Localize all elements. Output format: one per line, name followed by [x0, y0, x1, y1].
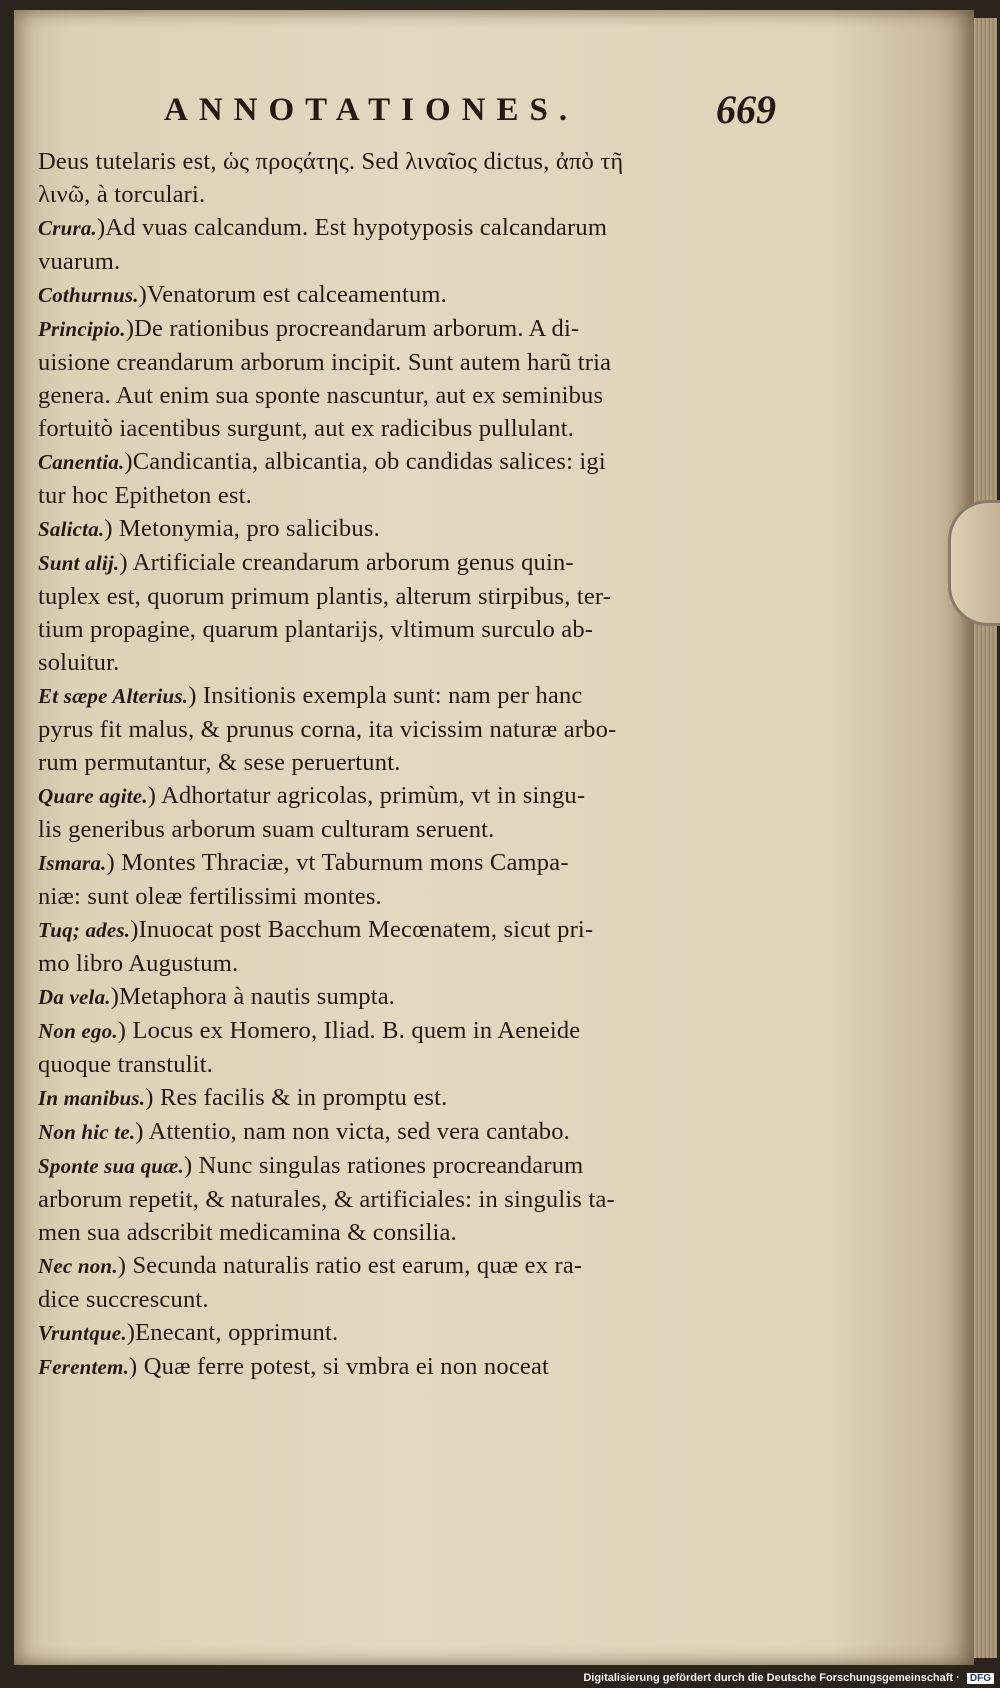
- line-text: men sua adscribit medicamina & consilia.: [38, 1219, 457, 1246]
- text-line: [38, 746, 778, 779]
- lemma: In manibus.: [38, 1086, 146, 1110]
- text-line: [38, 613, 778, 646]
- lemma: Canentia.: [38, 450, 125, 474]
- line-text: ) Res facilis & in promptu est.: [145, 1084, 448, 1111]
- lemma: Cothurnus.: [38, 283, 139, 307]
- line-text: ) Nunc singulas rationes procreandarum: [183, 1152, 584, 1179]
- line-text: λινῶ, à torculari.: [38, 181, 206, 208]
- text-line: [38, 1249, 778, 1283]
- lemma: Principio.: [38, 317, 126, 341]
- line-text: dice succrescunt.: [38, 1286, 209, 1313]
- text-line: [38, 145, 778, 178]
- digitization-credit: [583, 1672, 994, 1684]
- text-line: [38, 1014, 778, 1048]
- lemma: Ismara.: [38, 851, 107, 875]
- line-text: )Enecant, opprimunt.: [126, 1319, 339, 1346]
- line-text: vuarum.: [38, 248, 121, 275]
- line-text: )De rationibus procreandarum arborum. A di-: [125, 315, 580, 342]
- text-line: [38, 1081, 778, 1115]
- text-line: [38, 1316, 778, 1350]
- text-line: [38, 713, 778, 746]
- line-text: rum permutantur, & sese peruertunt.: [38, 749, 401, 776]
- text-line: [38, 512, 778, 546]
- book-page: [14, 10, 974, 1665]
- text-line: [38, 913, 778, 947]
- text-line: [38, 1216, 778, 1249]
- text-line: [38, 479, 778, 512]
- text-line: [38, 1149, 778, 1183]
- lemma: Non ego.: [38, 1019, 118, 1043]
- line-text: fortuitò iacentibus surgunt, aut ex radicibus pullulant.: [38, 415, 575, 442]
- line-text: ) Adhortatur agricolas, primùm, vt in singu-: [147, 782, 586, 809]
- text-line: [38, 880, 778, 913]
- line-text: mo libro Augustum.: [38, 950, 239, 977]
- line-text: ) Metonymia, pro salicibus.: [104, 515, 380, 542]
- line-text: arborum repetit, & naturales, & artificiales: in singulis ta-: [38, 1186, 615, 1213]
- text-line: [38, 546, 778, 580]
- line-text: )Metaphora à nautis sumpta.: [110, 983, 396, 1010]
- line-text: ) Montes Thraciæ, vt Taburnum mons Campa-: [106, 849, 569, 876]
- credit-text: Digitalisierung gefördert durch die Deutsche Forschungsgemeinschaft ·: [583, 1672, 960, 1684]
- text-line: [38, 346, 778, 379]
- line-text: )Inuocat post Bacchum Mecœnatem, sicut pri-: [130, 916, 594, 943]
- line-text: )Ad vuas calcandum. Est hypotyposis calcandarum: [96, 214, 608, 241]
- running-title: ANNOTATIONES.: [164, 92, 579, 128]
- lemma: Sunt alij.: [38, 551, 120, 575]
- line-text: ) Locus ex Homero, Iliad. B. quem in Aeneide: [117, 1017, 581, 1044]
- text-line: [38, 947, 778, 980]
- line-text: ) Insitionis exempla sunt: nam per hanc: [188, 682, 583, 709]
- line-text: ) Attentio, nam non victa, sed vera cantabo.: [135, 1118, 570, 1145]
- line-text: )Candicantia, albicantia, ob candidas salices: igi: [124, 448, 606, 475]
- text-line: [38, 412, 778, 445]
- text-line: [38, 245, 778, 278]
- line-text: tuplex est, quorum primum plantis, alterum stirpibus, ter-: [38, 583, 612, 610]
- lemma: Salicta.: [38, 517, 105, 541]
- line-text: )Venatorum est calceamentum.: [138, 281, 447, 308]
- line-text: ) Secunda naturalis ratio est earum, quæ ex ra-: [117, 1252, 583, 1279]
- text-line: [38, 813, 778, 846]
- lemma: Sponte sua quæ.: [38, 1154, 184, 1178]
- text-line: [38, 1048, 778, 1081]
- line-text: Deus tutelaris est, ὡς προςάτης. Sed λιναῖος dictus, ἀπὸ τῆ: [38, 148, 624, 175]
- line-text: niæ: sunt oleæ fertilissimi montes.: [38, 883, 382, 910]
- line-text: tur hoc Epitheton est.: [38, 482, 252, 509]
- text-line: [38, 445, 778, 479]
- line-text: ) Artificiale creandarum arborum genus quin-: [119, 549, 574, 576]
- lemma: Ferentem.: [38, 1355, 130, 1379]
- text-line: [38, 178, 778, 211]
- lemma: Et sæpe Alterius.: [38, 684, 189, 708]
- text-line: [38, 379, 778, 412]
- page-number: 669: [716, 87, 776, 132]
- text-line: [38, 1115, 778, 1149]
- text-line: [38, 1183, 778, 1216]
- line-text: genera. Aut enim sua sponte nascuntur, aut ex seminibus: [38, 382, 604, 409]
- text-line: [38, 1350, 778, 1384]
- line-text: lis generibus arborum suam culturam seruent.: [38, 816, 495, 843]
- text-line: [38, 278, 778, 312]
- text-line: [38, 580, 778, 613]
- running-header: [164, 87, 884, 152]
- lemma: Da vela.: [38, 985, 111, 1009]
- text-line: [38, 980, 778, 1014]
- lemma: Quare agite.: [38, 784, 148, 808]
- line-text: soluitur.: [38, 649, 120, 676]
- lemma: Nec non.: [38, 1254, 118, 1278]
- dfg-logo: DFG: [967, 1673, 994, 1684]
- line-text: pyrus fit malus, & prunus corna, ita vicissim naturæ arbo-: [38, 716, 617, 743]
- lemma: Vruntque.: [38, 1321, 127, 1345]
- line-text: tium propagine, quarum plantarijs, vltimum surculo ab-: [38, 616, 594, 643]
- line-text: quoque transtulit.: [38, 1051, 214, 1078]
- clasp-tab: [948, 500, 1000, 626]
- lemma: Non hic te.: [38, 1120, 136, 1144]
- text-line: [38, 779, 778, 813]
- line-text: uisione creandarum arborum incipit. Sunt autem harũ tria: [38, 349, 612, 376]
- text-line: [38, 1283, 778, 1316]
- text-line: [38, 211, 778, 245]
- text-line: [38, 646, 778, 679]
- line-text: ) Quæ ferre potest, si vmbra ei non noceat: [129, 1353, 550, 1380]
- text-line: [38, 679, 778, 713]
- text-line: [38, 846, 778, 880]
- lemma: Tuq; ades.: [38, 918, 131, 942]
- text-line: [38, 312, 778, 346]
- annotation-text: [38, 145, 778, 1384]
- lemma: Crura.: [38, 216, 97, 240]
